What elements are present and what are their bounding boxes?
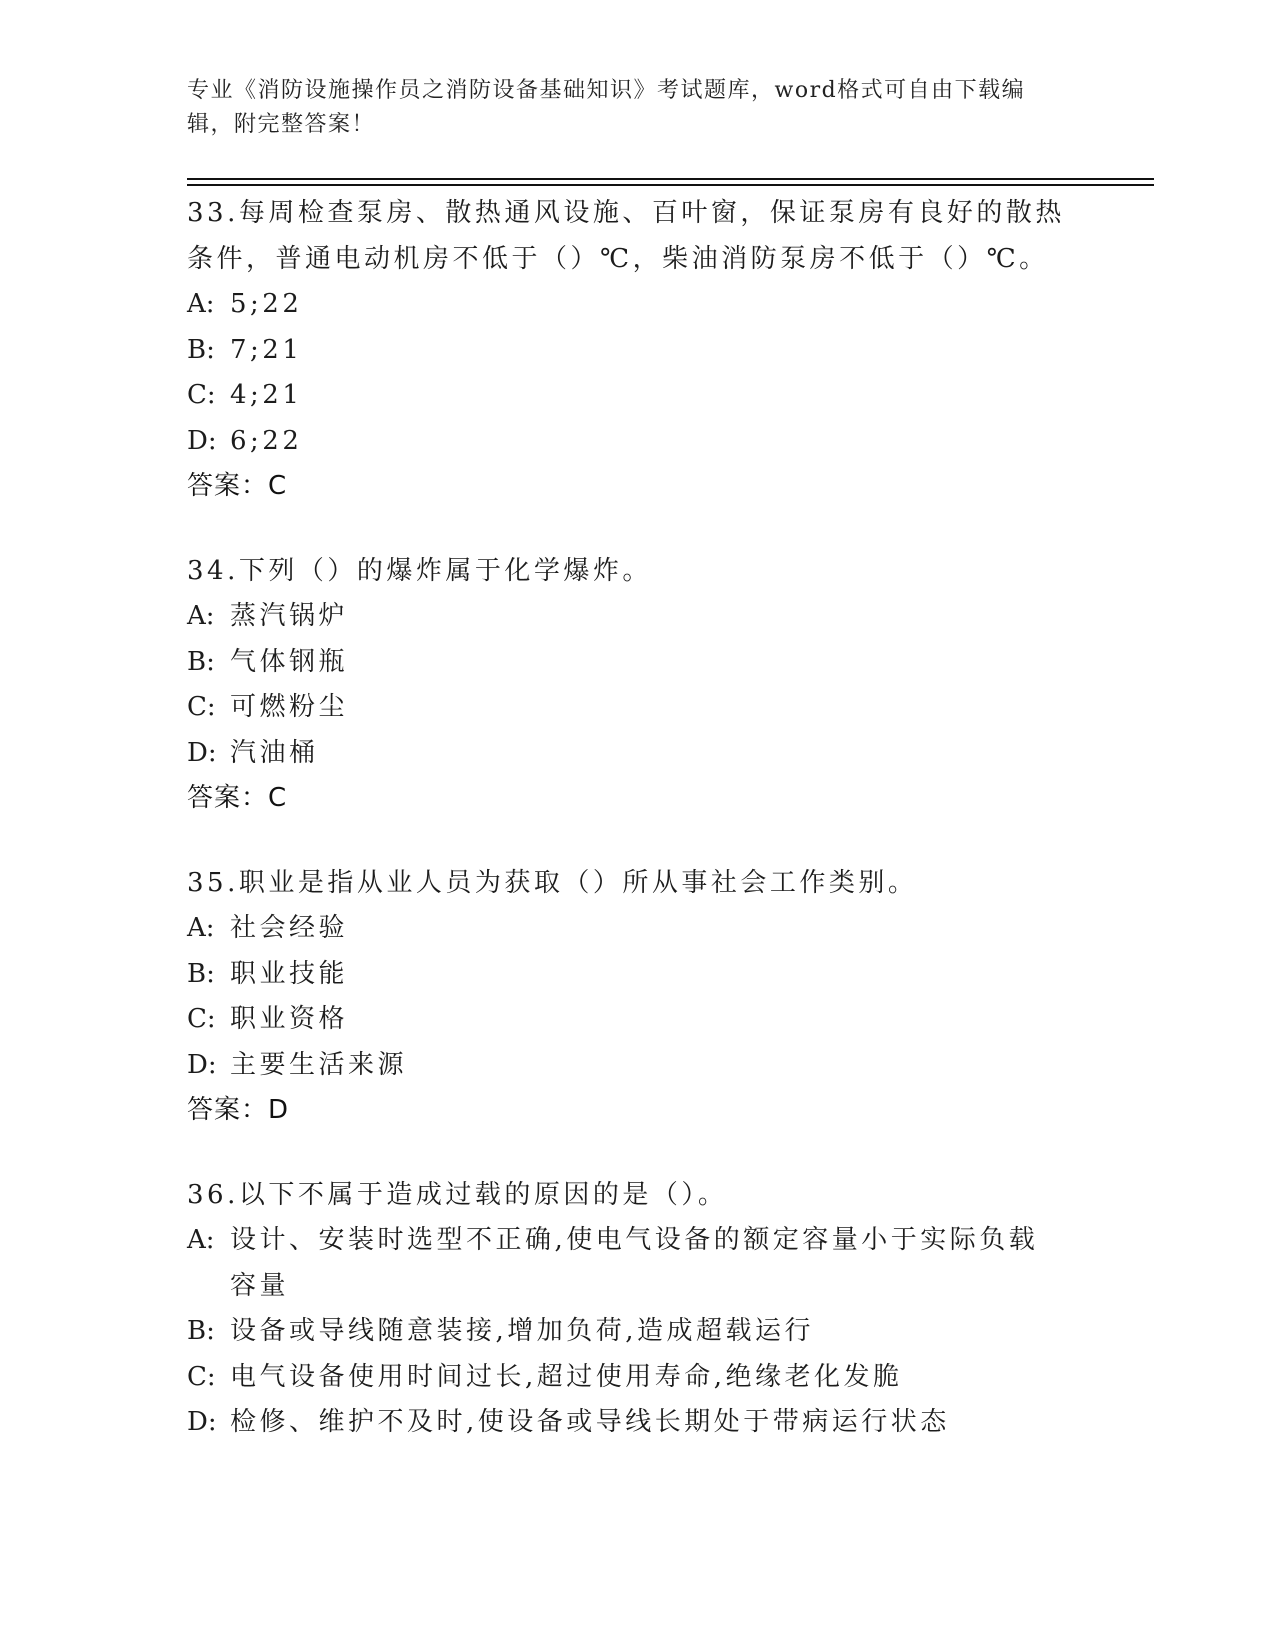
option-b: [187, 1309, 1067, 1355]
option-text: 职业资格: [230, 1004, 349, 1034]
option-b: [187, 952, 1067, 998]
option-key: D:: [187, 737, 217, 768]
option-key: A:: [187, 601, 215, 631]
question-stem: 36.以下不属于造成过载的原因的是（）。: [187, 1179, 728, 1210]
question-stem: 34.下列（）的爆炸属于化学爆炸。: [187, 555, 652, 586]
option-key: C:: [187, 1004, 216, 1034]
option-key: B:: [187, 958, 215, 989]
option-text: 5;22: [230, 289, 303, 319]
question-33: [187, 191, 1067, 510]
question-stem: 35.职业是指从业人员为获取（）所从事社会工作类别。: [187, 867, 918, 898]
option-key: D:: [187, 1407, 217, 1437]
answer-line: [187, 464, 1067, 510]
answer-line: [187, 1088, 1067, 1134]
option-text: 职业技能: [230, 958, 349, 989]
option-key: A:: [187, 289, 215, 319]
option-text: 检修、维护不及时,使设备或导线长期处于带病运行状态: [230, 1407, 950, 1437]
option-text: 可燃粉尘: [230, 692, 349, 722]
question-34: [187, 549, 1067, 822]
answer-label: 答案：: [187, 783, 269, 813]
answer-value: C: [268, 471, 288, 501]
question-stem: 33.每周检查泵房、散热通风设施、百叶窗，保证泵房有良好的散热条件，普通电动机房不低于（）℃，柴油消防泵房不低于（）℃。: [187, 198, 1065, 274]
answer-label: 答案：: [187, 1095, 269, 1125]
option-text: 主要生活来源: [230, 1049, 408, 1080]
option-key: D:: [187, 425, 217, 456]
answer-line: [187, 776, 1067, 822]
option-text: 设备或导线随意装接,增加负荷,造成超载运行: [230, 1316, 815, 1346]
document-intro: 专业《消防设施操作员之消防设备基础知识》考试题库，word格式可自由下载编辑，附完整答案！: [187, 78, 1026, 137]
option-text: 气体钢瓶: [230, 646, 349, 677]
option-text: 电气设备使用时间过长,超过使用寿命,绝缘老化发脆: [230, 1361, 903, 1392]
option-a: [187, 594, 1067, 640]
option-text: 6;22: [230, 425, 303, 456]
option-key: C:: [187, 692, 216, 722]
option-d: [187, 1043, 1067, 1089]
question-36: [187, 1173, 1067, 1446]
option-c: [187, 373, 1067, 419]
option-a: [187, 282, 1067, 328]
option-c: [187, 685, 1067, 731]
question-list: [187, 191, 1067, 1485]
option-key: B:: [187, 1316, 215, 1346]
option-d: [187, 419, 1067, 465]
answer-label: 答案：: [187, 471, 269, 501]
header-divider-bottom: [187, 184, 1154, 186]
option-a: [187, 906, 1067, 952]
option-b: [187, 328, 1067, 374]
option-text: 4;21: [230, 380, 303, 410]
option-text: 设计、安装时选型不正确,使电气设备的额定容量小于实际负载容量: [230, 1225, 1039, 1301]
option-c: [187, 997, 1067, 1043]
option-key: A:: [187, 913, 215, 943]
header-divider-top: [187, 178, 1154, 180]
answer-value: D: [268, 1095, 290, 1125]
option-text: 社会经验: [230, 913, 349, 943]
option-key: C:: [187, 380, 216, 410]
option-text: 7;21: [230, 334, 303, 365]
option-c: [187, 1355, 1067, 1401]
option-key: A:: [187, 1225, 215, 1255]
question-35: [187, 861, 1067, 1134]
option-b: [187, 640, 1067, 686]
option-d: [187, 1400, 1067, 1446]
option-d: [187, 731, 1067, 777]
answer-value: C: [268, 783, 288, 813]
option-text: 蒸汽锅炉: [230, 601, 349, 631]
option-key: C:: [187, 1361, 216, 1392]
option-text: 汽油桶: [230, 737, 319, 768]
option-a: [187, 1218, 1067, 1309]
option-key: B:: [187, 646, 215, 677]
option-key: B:: [187, 334, 215, 365]
option-key: D:: [187, 1049, 217, 1080]
